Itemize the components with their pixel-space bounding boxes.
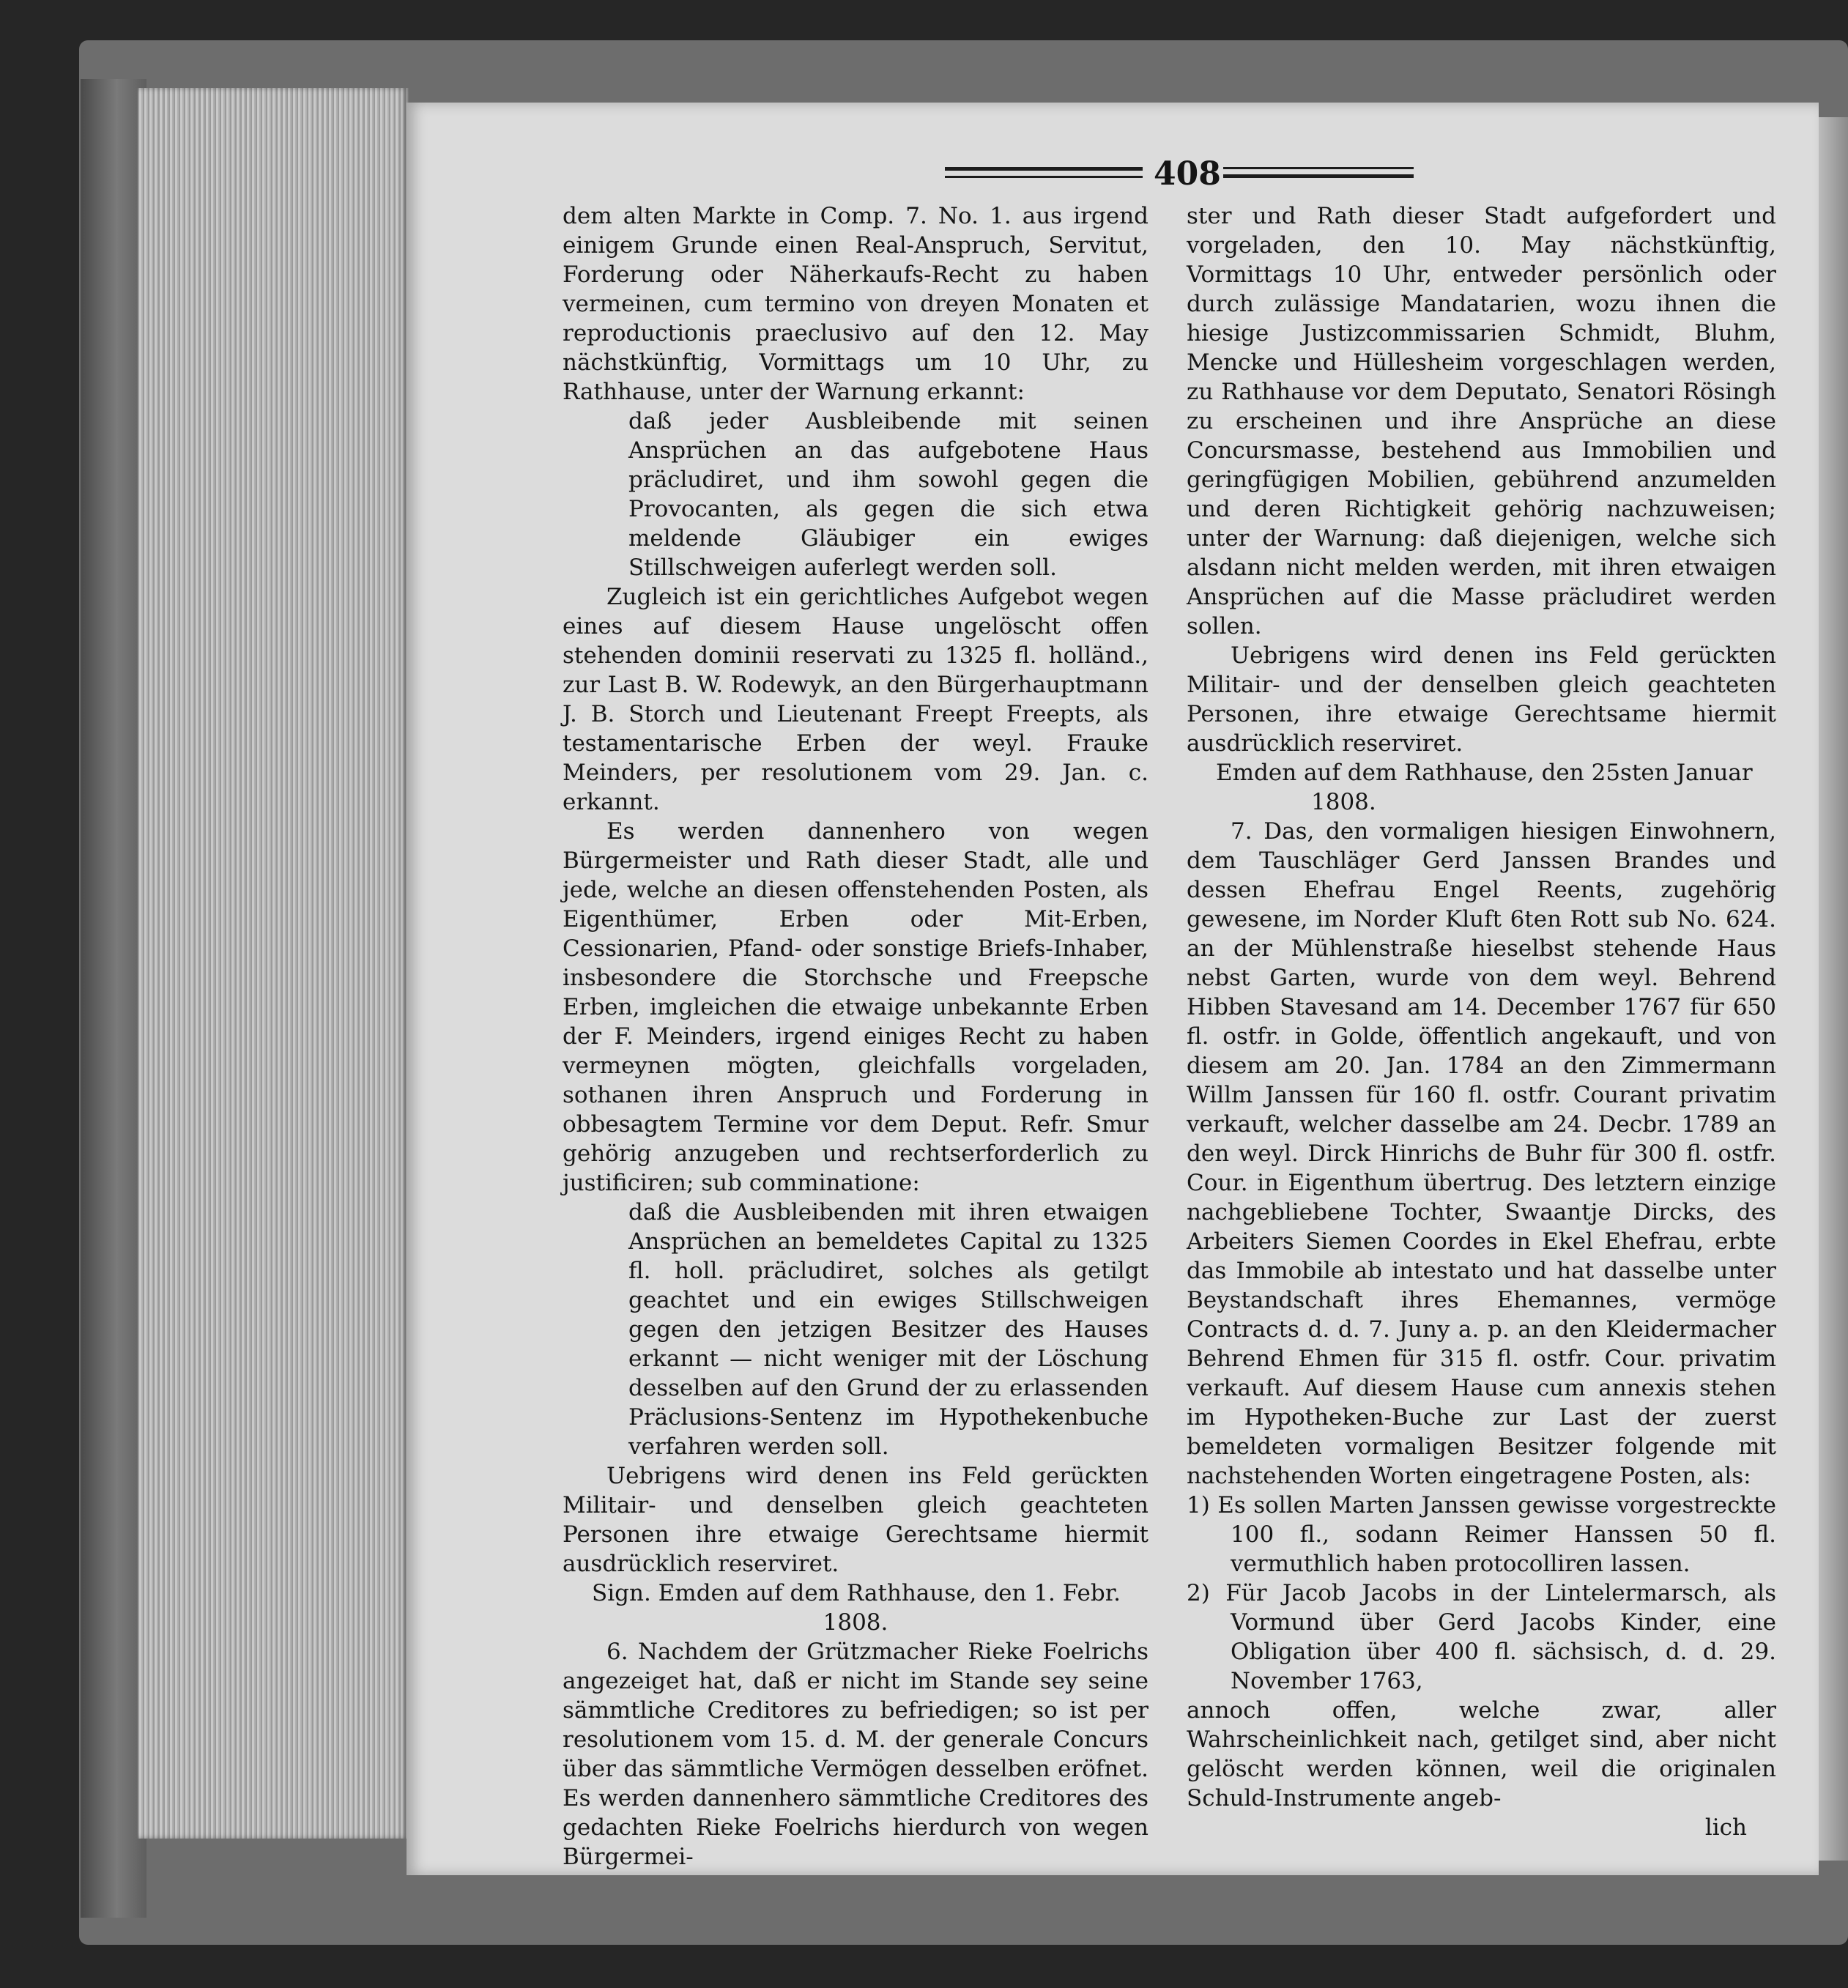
paragraph: Uebrigens wird denen ins Feld gerückten Militair- und der denselben gleich geachteten Personen, ihre etwaige Gerechtsame hiermit ausdrücklich reserviret. — [1187, 642, 1776, 757]
signature-line: Sign. Emden auf dem Rathhause, den 1. Febr. — [592, 1580, 1121, 1606]
catchword: lich — [1704, 1814, 1747, 1841]
page-number: 408 — [1154, 155, 1221, 193]
indented-clause: daß jeder Ausbleibende mit seinen Ansprüchen an das aufgebotene Haus präcludiret, und ihm sowohl gegen die Provocanten, als gegen die sich etwa meldende Gläubiger ein ewiges Stillschweigen auferlegt werden soll. — [628, 408, 1148, 581]
paragraph: ster und Rath dieser Stadt aufgefordert und vorgeladen, den 10. May nächstkünftig, Vormittags 10 Uhr, entweder persönlich oder durch zulässige Mandatarien, wozu ihnen die hiesige Justizcommissarien Schmidt, Bluhm, Mencke und Hüllesheim vorgeschlagen werden, zu Rathhause vor dem Deputato, Senatori Rösingh zu erscheinen und ihre Ansprüche an diese Concursmasse, bestehend aus Immobilien und geringfügigen Mobilien, gebührend anzumelden und deren Richtigkeit gehörig nachzuweisen; unter der Warnung: daß diejenigen, welche sich alsdann nicht melden werden, mit ihren etwaigen Ansprüchen auf die Masse präcludiret werden sollen. — [1187, 203, 1776, 639]
list-item: 1) Es sollen Marten Janssen gewisse vorgestreckte 100 fl., sodann Reimer Hanssen 50 fl. vermuthlich haben protocolliren lassen. — [1187, 1492, 1776, 1577]
header-rule-right-bottom — [1223, 174, 1414, 178]
list-item: 2) Für Jacob Jacobs in der Lintelermarsch, als Vormund über Gerd Jacobs Kinder, eine Obligation über 400 fl. sächsisch, d. d. 29. November 1763, — [1187, 1580, 1776, 1694]
header-rule-right-top — [1223, 167, 1414, 169]
paragraph: annoch offen, welche zwar, aller Wahrscheinlichkeit nach, getilget sind, aber nicht gelöscht werden können, weil die originalen Schuld-Instrumente angeb- — [1187, 1697, 1776, 1811]
indented-clause: daß die Ausbleibenden mit ihren etwaigen Ansprüchen an bemeldetes Capital zu 1325 fl. holl. präcludiret, solches als getilgt geachtet und ein ewiges Stillschweigen gegen den jetzigen Besitzer des Hauses erkannt — nicht weniger mit der Löschung desselben auf den Grund der zu erlassenden Präclusions-Sentenz im Hypothekenbuche verfahren werden soll. — [628, 1199, 1148, 1460]
page-header — [945, 154, 1414, 198]
paragraph: 7. Das, den vormaligen hiesigen Einwohnern, dem Tauschläger Gerd Janssen Brandes und dessen Ehefrau Engel Reents, zugehörig gewesene, im Norder Kluft 6ten Rott sub No. 624. an der Mühlenstraße hieselbst stehende Haus nebst Garten, wurde von dem weyl. Behrend Hibben Stavesand am 14. December 1767 für 650 fl. ostfr. in Golde, öffentlich angekauft, und von diesem am 20. Jan. 1784 an den Zimmermann Willm Janssen für 160 fl. ostfr. Courant privatim verkauft, welcher dasselbe am 24. Decbr. 1789 an den weyl. Dirck Hinrichs de Buhr für 300 fl. ostfr. Cour. in Eigenthum übertrug. Des letztern einzige nachgebliebene Tochter, Swaantje Dircks, des Arbeiters Siemen Coordes in Ekel Ehefrau, erbte das Immobile ab intestato und hat dasselbe unter Beystandschaft ihres Ehemannes, vermöge Contracts d. d. 7. Juny a. p. an den Kleidermacher Behrend Ehmen für 315 fl. ostfr. Cour. privatim verkauft. Auf diesem Hause cum annexis stehen im Hypotheken-Buche zur Last der zuerst bemeldeten vormaligen Besitzer folgende mit nachstehenden Worten eingetragene Posten, als: — [1187, 818, 1776, 1489]
right-page-edges — [1819, 117, 1848, 1861]
year-line: 1808. — [823, 1609, 888, 1636]
year-line: 1808. — [1311, 789, 1376, 815]
paragraph: Zugleich ist ein gerichtliches Aufgebot wegen eines auf diesem Hause ungelöscht offen stehenden dominii reservati zu 1325 fl. holländ., zur Last B. W. Rodewyk, an den Bürgerhauptmann J. B. Storch und Lieutenant Freept Freepts, als testamentarische Erben der weyl. Frauke Meinders, per resolutionem vom 29. Jan. c. erkannt. — [563, 584, 1148, 815]
paragraph: dem alten Markte in Comp. 7. No. 1. aus irgend einigem Grunde einen Real-Anspruch, Servitut, Forderung oder Näherkaufs-Recht zu haben vermeinen, cum termino von dreyen Monaten et reproductionis praeclusivo auf den 12. May nächstkünftig, Vormittags um 10 Uhr, zu Rathhause, unter der Warnung erkannt: — [563, 203, 1148, 405]
header-rule-left-bottom — [945, 176, 1143, 178]
header-rule-left-top — [945, 167, 1143, 171]
left-column — [563, 201, 1148, 1872]
paragraph: 6. Nachdem der Grützmacher Rieke Foelrichs angezeiget hat, daß er nicht im Stande sey seine sämmtliche Creditores zu befriedigen; so ist per resolutionem vom 15. d. M. der generale Concurs über das sämmtliche Vermögen desselben eröfnet. Es werden dannenhero sämmtliche Creditores des gedachten Rieke Foelrichs hierdurch von wegen Bürgermei- — [563, 1639, 1148, 1870]
book-spine-board — [81, 79, 146, 1918]
paragraph: Uebrigens wird denen ins Feld gerückten Militair- und denselben gleich geachteten Personen ihre etwaige Gerechtsame hiermit ausdrücklich reserviret. — [563, 1463, 1148, 1577]
page-edges — [138, 88, 409, 1839]
date-line: Emden auf dem Rathhause, den 25sten Januar — [1216, 760, 1753, 786]
right-column — [1187, 201, 1776, 1842]
paragraph: Es werden dannenhero von wegen Bürgermeister und Rath dieser Stadt, alle und jede, welche an diesen offenstehenden Posten, als Eigenthümer, Erben oder Mit-Erben, Cessionarien, Pfand- oder sonstige Briefs-Inhaber, insbesondere die Storchsche und Freepsche Erben, imgleichen die etwaige unbekannte Erben der F. Meinders, irgend einiges Recht zu haben vermeynen mögten, gleichfalls vorgeladen, sothanen ihren Anspruch und Forderung in obbesagtem Termine vor dem Deput. Refr. Smur gehörig anzugeben und rechtserforderlich zu justificiren; sub comminatione: — [563, 818, 1148, 1196]
